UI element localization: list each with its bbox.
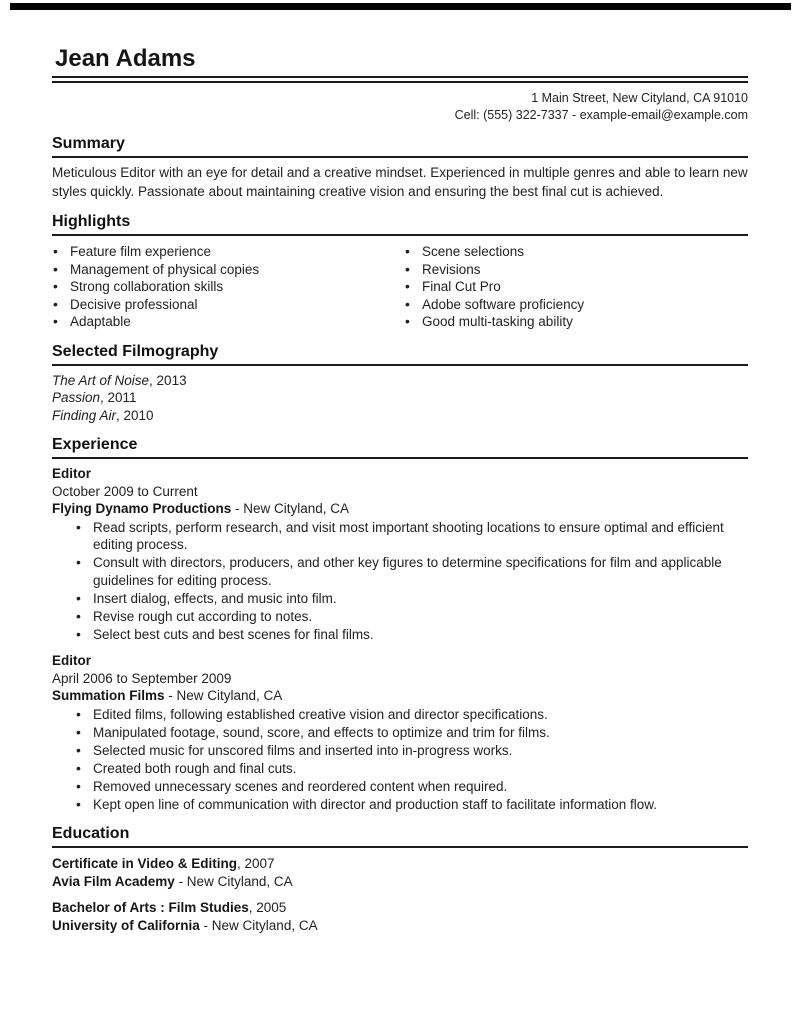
education-heading: Education [52, 824, 748, 848]
section-filmography [52, 342, 748, 425]
job-company: Summation Films [52, 688, 165, 703]
job-bullet: • Read scripts, perform research, and visit most important shooting locations to ensure optimal and efficient editing process. [75, 519, 748, 554]
highlights-column-1 [52, 243, 404, 331]
experience-heading: Experience [52, 435, 748, 459]
film-title: Passion [52, 390, 101, 405]
contact-block [52, 90, 748, 123]
job-entry-1 [52, 465, 748, 643]
section-education [52, 824, 748, 934]
job-dates: October 2009 to Current [52, 483, 198, 499]
filmography-heading: Selected Filmography [52, 342, 748, 366]
film-year: , 2013 [149, 372, 187, 388]
education-degree: Certificate in Video & Editing [52, 856, 238, 871]
summary-text: Meticulous Editor with an eye for detail and a creative mindset. Experienced in multiple genres and able to learn new styles quickly. Passionate about maintaining creative vision and ensuring the best final cut is achieved. [52, 165, 748, 199]
section-summary [52, 134, 748, 201]
education-location: - New Cityland, CA [199, 917, 318, 933]
film-year: , 2011 [100, 390, 137, 405]
film-title: The Art of Noise [52, 372, 150, 388]
job-entry-2 [52, 652, 748, 813]
film-item [52, 407, 748, 425]
education-degree-year: , 2005 [248, 900, 287, 915]
job-bullet-list [75, 519, 748, 644]
film-item [52, 389, 748, 407]
section-experience [52, 435, 748, 813]
film-year: , 2010 [116, 407, 154, 423]
highlights-heading: Highlights [52, 212, 748, 236]
education-entry-1 [52, 855, 748, 890]
highlight-item: • Final Cut Pro [404, 278, 584, 296]
name-divider [52, 76, 748, 83]
highlights-column-2 [404, 243, 584, 331]
section-highlights [52, 212, 748, 331]
job-bullet: • Edited films, following established creative vision and director specifications. [75, 706, 748, 724]
job-bullet-list [75, 706, 748, 814]
job-dates: April 2006 to September 2009 [52, 670, 232, 686]
education-school-line [52, 917, 748, 935]
education-degree-line [52, 899, 748, 917]
highlight-item: • Scene selections [404, 243, 584, 261]
highlight-item: • Good multi-tasking ability [404, 313, 584, 331]
highlight-item: • Strong collaboration skills [52, 278, 404, 296]
highlight-item: • Decisive professional [52, 296, 404, 314]
highlight-item: • Management of physical copies [52, 261, 404, 279]
film-item [52, 372, 748, 390]
top-bar [10, 3, 791, 10]
job-location: - New Cityland, CA [164, 688, 283, 703]
highlight-item: • Revisions [404, 261, 584, 279]
contact-address: 1 Main Street, New Cityland, CA 91010 [531, 91, 748, 105]
job-bullet: • Select best cuts and best scenes for final films. [75, 626, 748, 644]
job-bullet: • Manipulated footage, sound, score, and effects to optimize and trim for films. [75, 724, 748, 742]
job-title: Editor [52, 466, 91, 481]
job-bullet: • Selected music for unscored films and inserted into in-progress works. [75, 742, 748, 760]
highlights-columns [52, 243, 748, 331]
job-bullet: • Kept open line of communication with director and production staff to facilitate information flow. [75, 796, 748, 814]
education-degree-year: , 2007 [237, 856, 275, 871]
education-school: University of California [52, 917, 200, 933]
education-degree: Bachelor of Arts : Film Studies [52, 900, 249, 915]
job-title: Editor [52, 653, 91, 668]
job-location: - New Cityland, CA [231, 501, 350, 516]
job-bullet: • Revise rough cut according to notes. [75, 608, 748, 626]
highlight-item: • Adobe software proficiency [404, 296, 584, 314]
job-company-line [52, 500, 748, 518]
highlight-item: • Feature film experience [52, 243, 404, 261]
highlight-item: • Adaptable [52, 313, 404, 331]
job-company-line [52, 687, 748, 705]
education-degree-line [52, 855, 748, 873]
job-bullet: • Consult with directors, producers, and other key figures to determine specifications for film and applicable guidelines for editing process. [75, 554, 748, 589]
education-school-line [52, 873, 748, 891]
candidate-name: Jean Adams [55, 45, 196, 72]
education-school: Avia Film Academy [52, 873, 175, 889]
film-title: Finding Air [52, 407, 117, 423]
summary-heading: Summary [52, 134, 748, 158]
job-company: Flying Dynamo Productions [52, 501, 232, 516]
education-location: - New Cityland, CA [174, 873, 293, 889]
contact-phone-email: Cell: (555) 322-7337 - example-email@example.com [454, 107, 748, 122]
job-bullet: • Created both rough and final cuts. [75, 760, 748, 778]
education-entry-2 [52, 899, 748, 934]
film-list [52, 372, 748, 425]
job-bullet: • Insert dialog, effects, and music into film. [75, 590, 748, 608]
job-bullet: • Removed unnecessary scenes and reordered content when required. [75, 778, 748, 796]
